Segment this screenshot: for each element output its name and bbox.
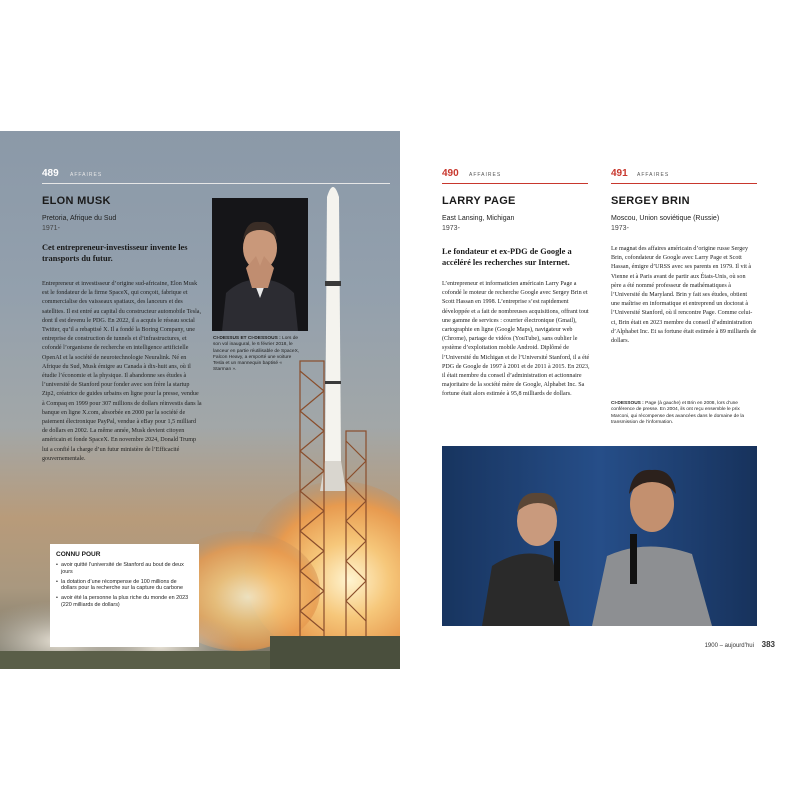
- known-for-list: [56, 562, 194, 612]
- birthplace: Pretoria, Afrique du Sud: [42, 215, 117, 222]
- known-for-item: • avoir quitté l’université de Stanford au bout de deux jours: [56, 562, 194, 576]
- person-name: SERGEY BRIN: [611, 195, 690, 207]
- page-number: 491: [611, 168, 628, 179]
- page-brin-photo: [442, 446, 757, 626]
- right-page: [400, 131, 800, 669]
- section-label: AFFAIRES: [70, 172, 103, 178]
- birthplace: Moscou, Union soviétique (Russie): [611, 215, 720, 222]
- left-page: [0, 131, 400, 669]
- person-name: LARRY PAGE: [442, 195, 516, 207]
- lifespan: 1973-: [442, 225, 460, 232]
- section-label: AFFAIRES: [637, 172, 670, 178]
- page-footer: [705, 640, 775, 649]
- footer-page-number: 383: [761, 640, 775, 649]
- header-rule: [442, 183, 588, 184]
- known-for-box: [50, 544, 199, 647]
- portrait-photo: [212, 198, 308, 331]
- header-rule: [611, 183, 757, 184]
- page-number: 490: [442, 168, 459, 179]
- person-name: ELON MUSK: [42, 195, 111, 207]
- body-text: Entrepreneur et investisseur d’origine sud-africaine, Elon Musk est le fondateur de la firme SpaceX, qui conçoit, fabrique et commercialise des vaisseaux spatiaux, des lanceurs et des satellites. Il est entré au capital du constructeur automobile Tesla, dont il est devenu le PDG. En 2022, il a acquis le réseau social Twitter, qu’il a rebaptisé X. Il a fondé la Boring Company, une entreprise de construction de tunnels et d’infrastructures, et cofondé l’organisme de recherche en intelligence artificielle OpenAI et la société de neurotechnologie Neuralink. Né en Afrique du Sud, Musk émigre au Canada à dix-huit ans, où il étudie l’économie et la physique. Il abandonne ses études à l’université de Stanford pour fonder avec son frère la startup Zip2, créatrice de guides urbains en ligne pour la presse, vendue à Compaq en 1999 pour 307 millions de dollars réinvestis dans la banque en ligne X.com, absorbée en 2000 par la société de paiement électronique PayPal, vendue à eBay pour 1,5 milliard de dollars en 2002. La même année, Musk devient citoyen américain et fonde SpaceX. En novembre 2024, Donald Trump lui a confié la charge d’un futur ministère de l’Efficacité gouvernementale.: [42, 281, 202, 462]
- caption-text: Lors de son vol inaugural, le 6 février 2018, le lanceur en partie réutilisable de SpaceX, Falcon Heavy, a emporté une voiture Tesla et un mannequin baptisé « Starman ».: [213, 336, 300, 373]
- portrait-illustration: [212, 198, 308, 331]
- photo-caption: [611, 401, 757, 426]
- lifespan: 1973-: [611, 225, 629, 232]
- page-number: 489: [42, 168, 59, 179]
- lead-text: Cet entrepreneur-investisseur invente les transports du futur.: [42, 243, 188, 263]
- birthplace: East Lansing, Michigan: [442, 215, 515, 222]
- section-label: AFFAIRES: [469, 172, 502, 178]
- caption-label: CI-DESSOUS :: [611, 401, 644, 406]
- body-text: Le magnat des affaires américain d’origine russe Sergey Brin, cofondateur de Google avec Larry Page et Scott Hassan, émigre d’URSS avec ses parents en 1979. Il vit à Vienne et à Paris avant de partir aux États-Unis, où son père a été nommé professeur de mathématiques à l’Université du Maryland. Brin y fait ses études, obtient une maîtrise en informatique et entreprend un doctorat à l’Université Stanford, où il rencontre Page. Comme celui-ci, Brin était en 2023 membre du conseil d’administration d’Alphabet Inc. Et sa fortune était estimée à 89 milliards de dollars.: [611, 246, 757, 345]
- known-for-title: CONNU POUR: [56, 551, 101, 558]
- known-for-item: • la dotation d’une récompense de 100 millions de dollars pour la recherche sur la capture du carbone: [56, 579, 194, 593]
- lifespan: 1971-: [42, 225, 60, 232]
- known-for-item: • avoir été la personne la plus riche du monde en 2023 (220 milliards de dollars): [56, 595, 194, 609]
- header-rule: [42, 183, 390, 184]
- footer-range: 1900 – aujourd’hui: [704, 643, 754, 649]
- lead-text: Le fondateur et ex-PDG de Google a accéléré les recherches sur Internet.: [442, 247, 572, 267]
- book-spread: [0, 131, 800, 669]
- body-text: L’entrepreneur et informaticien américain Larry Page a cofondé le moteur de recherche Google avec Sergey Brin et Scott Hassan en 1998. L’entreprise s’est rapidement développée et a fait de nombreuses acquisitions, offrant tout une gamme de services : courrier électronique (Gmail), cartographie en ligne (Google Maps), navigateur web (Chrome), partage de vidéos (YouTube), sans oublier le système d’exploitation mobile Android. Diplômé de l’Université du Michigan et de l’Université Stanford, il a été PDG de Google de 1997 à 2001 et de 2011 à 2015. En 2023, il était membre du conseil d’administration et actionnaire majoritaire de la société mère de Google, Alphabet Inc. Sa fortune était alors estimée à 95,8 milliards de dollars.: [442, 281, 590, 398]
- caption-text: Page (à gauche) et Brin en 2008, lors d’une conférence de presse. En 2004, ils ont reçu ensemble le prix Marconi, qui récompense des avancées dans le domaine de la transmission de l’information.: [611, 401, 745, 425]
- caption-label: CI-DESSUS ET CI-DESSOUS :: [213, 336, 281, 341]
- photo-caption: [213, 336, 301, 374]
- page-brin-illustration: [442, 446, 757, 626]
